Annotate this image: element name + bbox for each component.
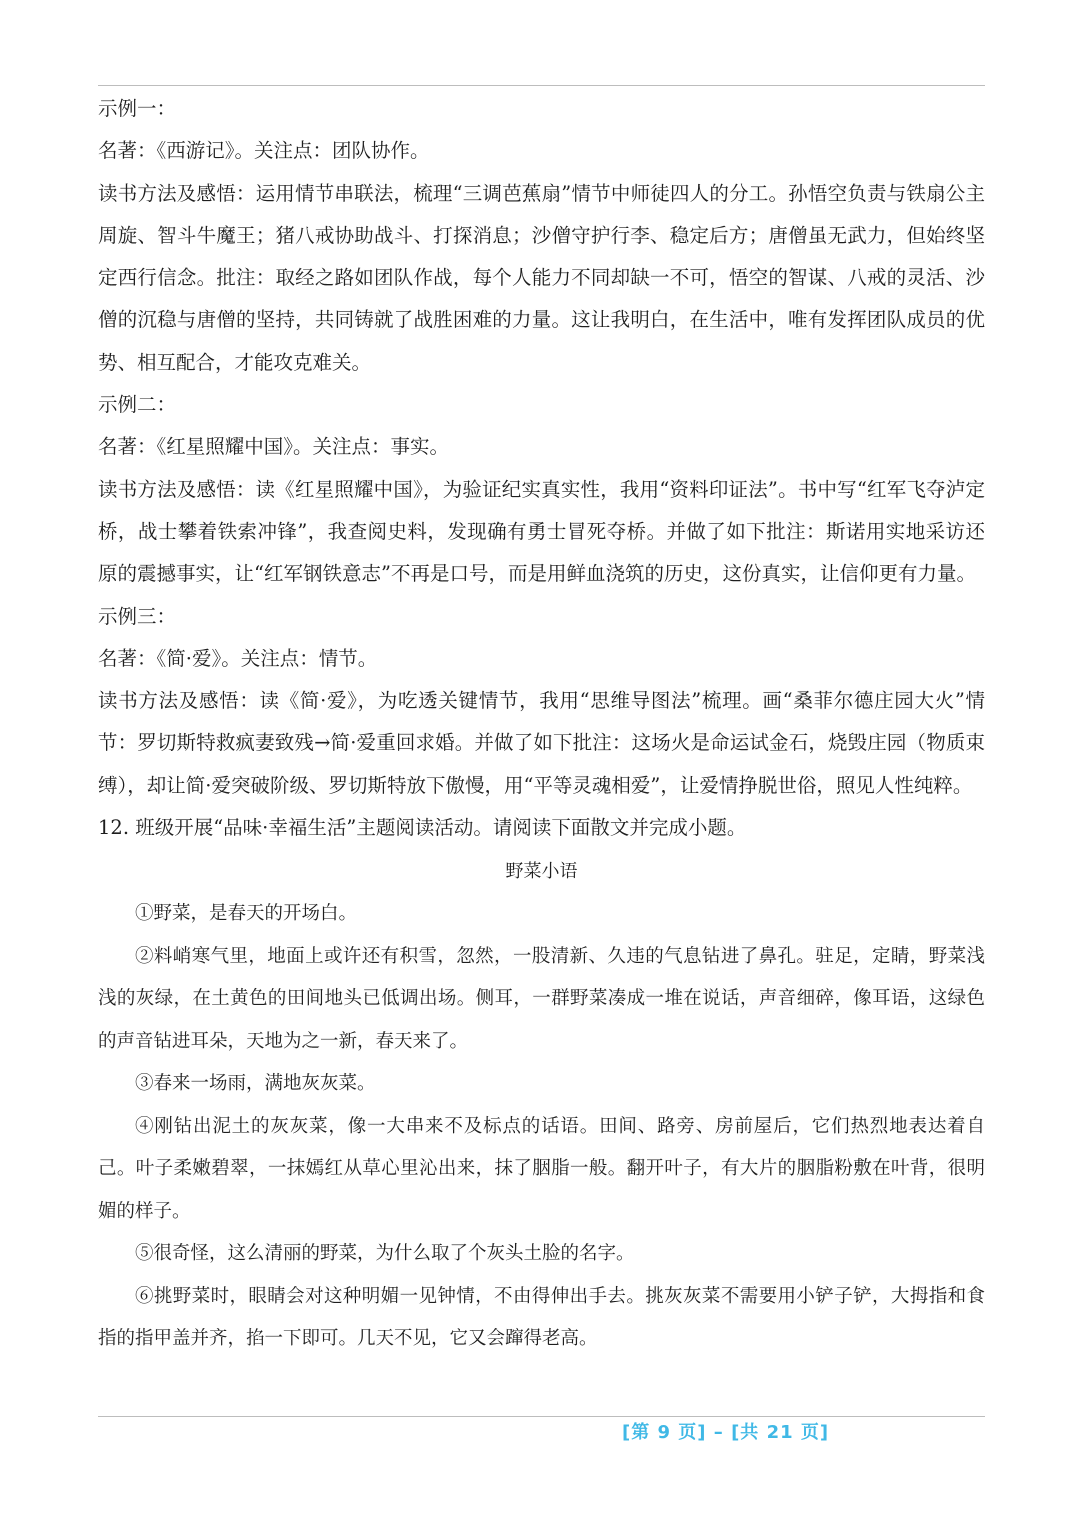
- example-3-heading: 示例三：: [98, 604, 177, 628]
- question-12-prompt: 12. 班级开展“品味·幸福生活”主题阅读活动。请阅读下面散文并完成小题。: [98, 816, 747, 840]
- example-2-book: 名著：《红星照耀中国》。关注点：事实。: [98, 435, 450, 459]
- footer-divider: [98, 1416, 985, 1417]
- essay-paragraph-4: ④刚钻出泥土的灰灰菜，像一大串来不及标点的话语。田间、路旁、房前屋后，它们热烈地表达着自己。叶子柔嫩碧翠，一抹嫣红从草心里沁出来，抹了胭脂一般。翻开叶子，有大片的胭脂粉敷在叶背，很明媚的样子。: [98, 1115, 985, 1222]
- essay-paragraph-1: ①野菜，是春天的开场白。: [135, 903, 358, 925]
- example-1-method: 读书方法及感悟：运用情节串联法，梳理“三调芭蕉扇”情节中师徒四人的分工。孙悟空负责与铁扇公主周旋、智斗牛魔王；猪八戒协助战斗、打探消息；沙僧守护行李、稳定后方；唐僧虽无武力，但始终坚定西行信念。批注：取经之路如团队作战，每个人能力不同却缺一不可，悟空的智谋、八戒的灵活、沙僧的沉稳与唐僧的坚持，共同铸就了战胜困难的力量。这让我明白，在生活中，唯有发挥团队成员的优势、相互配合，才能攻克难关。: [98, 181, 985, 374]
- essay-paragraph-3: ③春来一场雨，满地灰灰菜。: [135, 1073, 376, 1095]
- total-pages-label: [共 21 页]: [731, 1422, 830, 1443]
- essay-paragraph-6: ⑥挑野菜时，眼睛会对这种明媚一见钟情，不由得伸出手去。挑灰灰菜不需要用小铲子铲，大拇指和食指的指甲盖并齐，掐一下即可。几天不见，它又会蹿得老高。: [98, 1285, 985, 1350]
- page-content: [98, 88, 985, 1361]
- example-1-heading: 示例一：: [98, 97, 177, 120]
- example-2-method: 读书方法及感悟：读《红星照耀中国》，为验证纪实真实性，我用“资料印证法”。书中写“红军飞夺泸定桥，战士攀着铁索冲锋”，我查阅史料，发现确有勇士冒死夺桥。并做了如下批注：斯诺用实地采访还原的震撼事实，让“红军钢铁意志”不再是口号，而是用鲜血浇筑的历史，这份真实，让信仰更有力量。: [98, 477, 985, 586]
- example-3-book: 名著：《简·爱》。关注点：情节。: [98, 646, 378, 670]
- header-divider: [98, 85, 985, 86]
- example-3-method: 读书方法及感悟：读《简·爱》，为吃透关键情节，我用“思维导图法”梳理。画“桑菲尔德庄园大火”情节：罗切斯特救疯妻致残→简·爱重回求婚。并做了如下批注：这场火是命运试金石，烧毁庄园（物质束缚），却让简·爱突破阶级、罗切斯特放下傲慢，用“平等灵魂相爱”，让爱情挣脱世俗，照见人性纯粹。: [98, 689, 985, 797]
- essay-paragraph-2: ②料峭寒气里，地面上或许还有积雪，忽然，一股清新、久违的气息钻进了鼻孔。驻足，定睛，野菜浅浅的灰绿，在土黄色的田间地头已低调出场。侧耳，一群野菜凑成一堆在说话，声音细碎，像耳语，这绿色的声音钻进耳朵，天地为之一新，春天来了。: [98, 945, 985, 1052]
- current-page-label: [第 9 页]: [622, 1422, 707, 1443]
- page-number: [622, 1418, 829, 1444]
- example-1-book: 名著：《西游记》。关注点：团队协作。: [98, 139, 430, 163]
- essay-paragraph-5: ⑤很奇怪，这么清丽的野菜，为什么取了个灰头土脸的名字。: [135, 1243, 635, 1265]
- page-separator: –: [713, 1422, 724, 1443]
- essay-title: 野菜小语: [505, 861, 578, 883]
- example-2-heading: 示例二：: [98, 393, 177, 417]
